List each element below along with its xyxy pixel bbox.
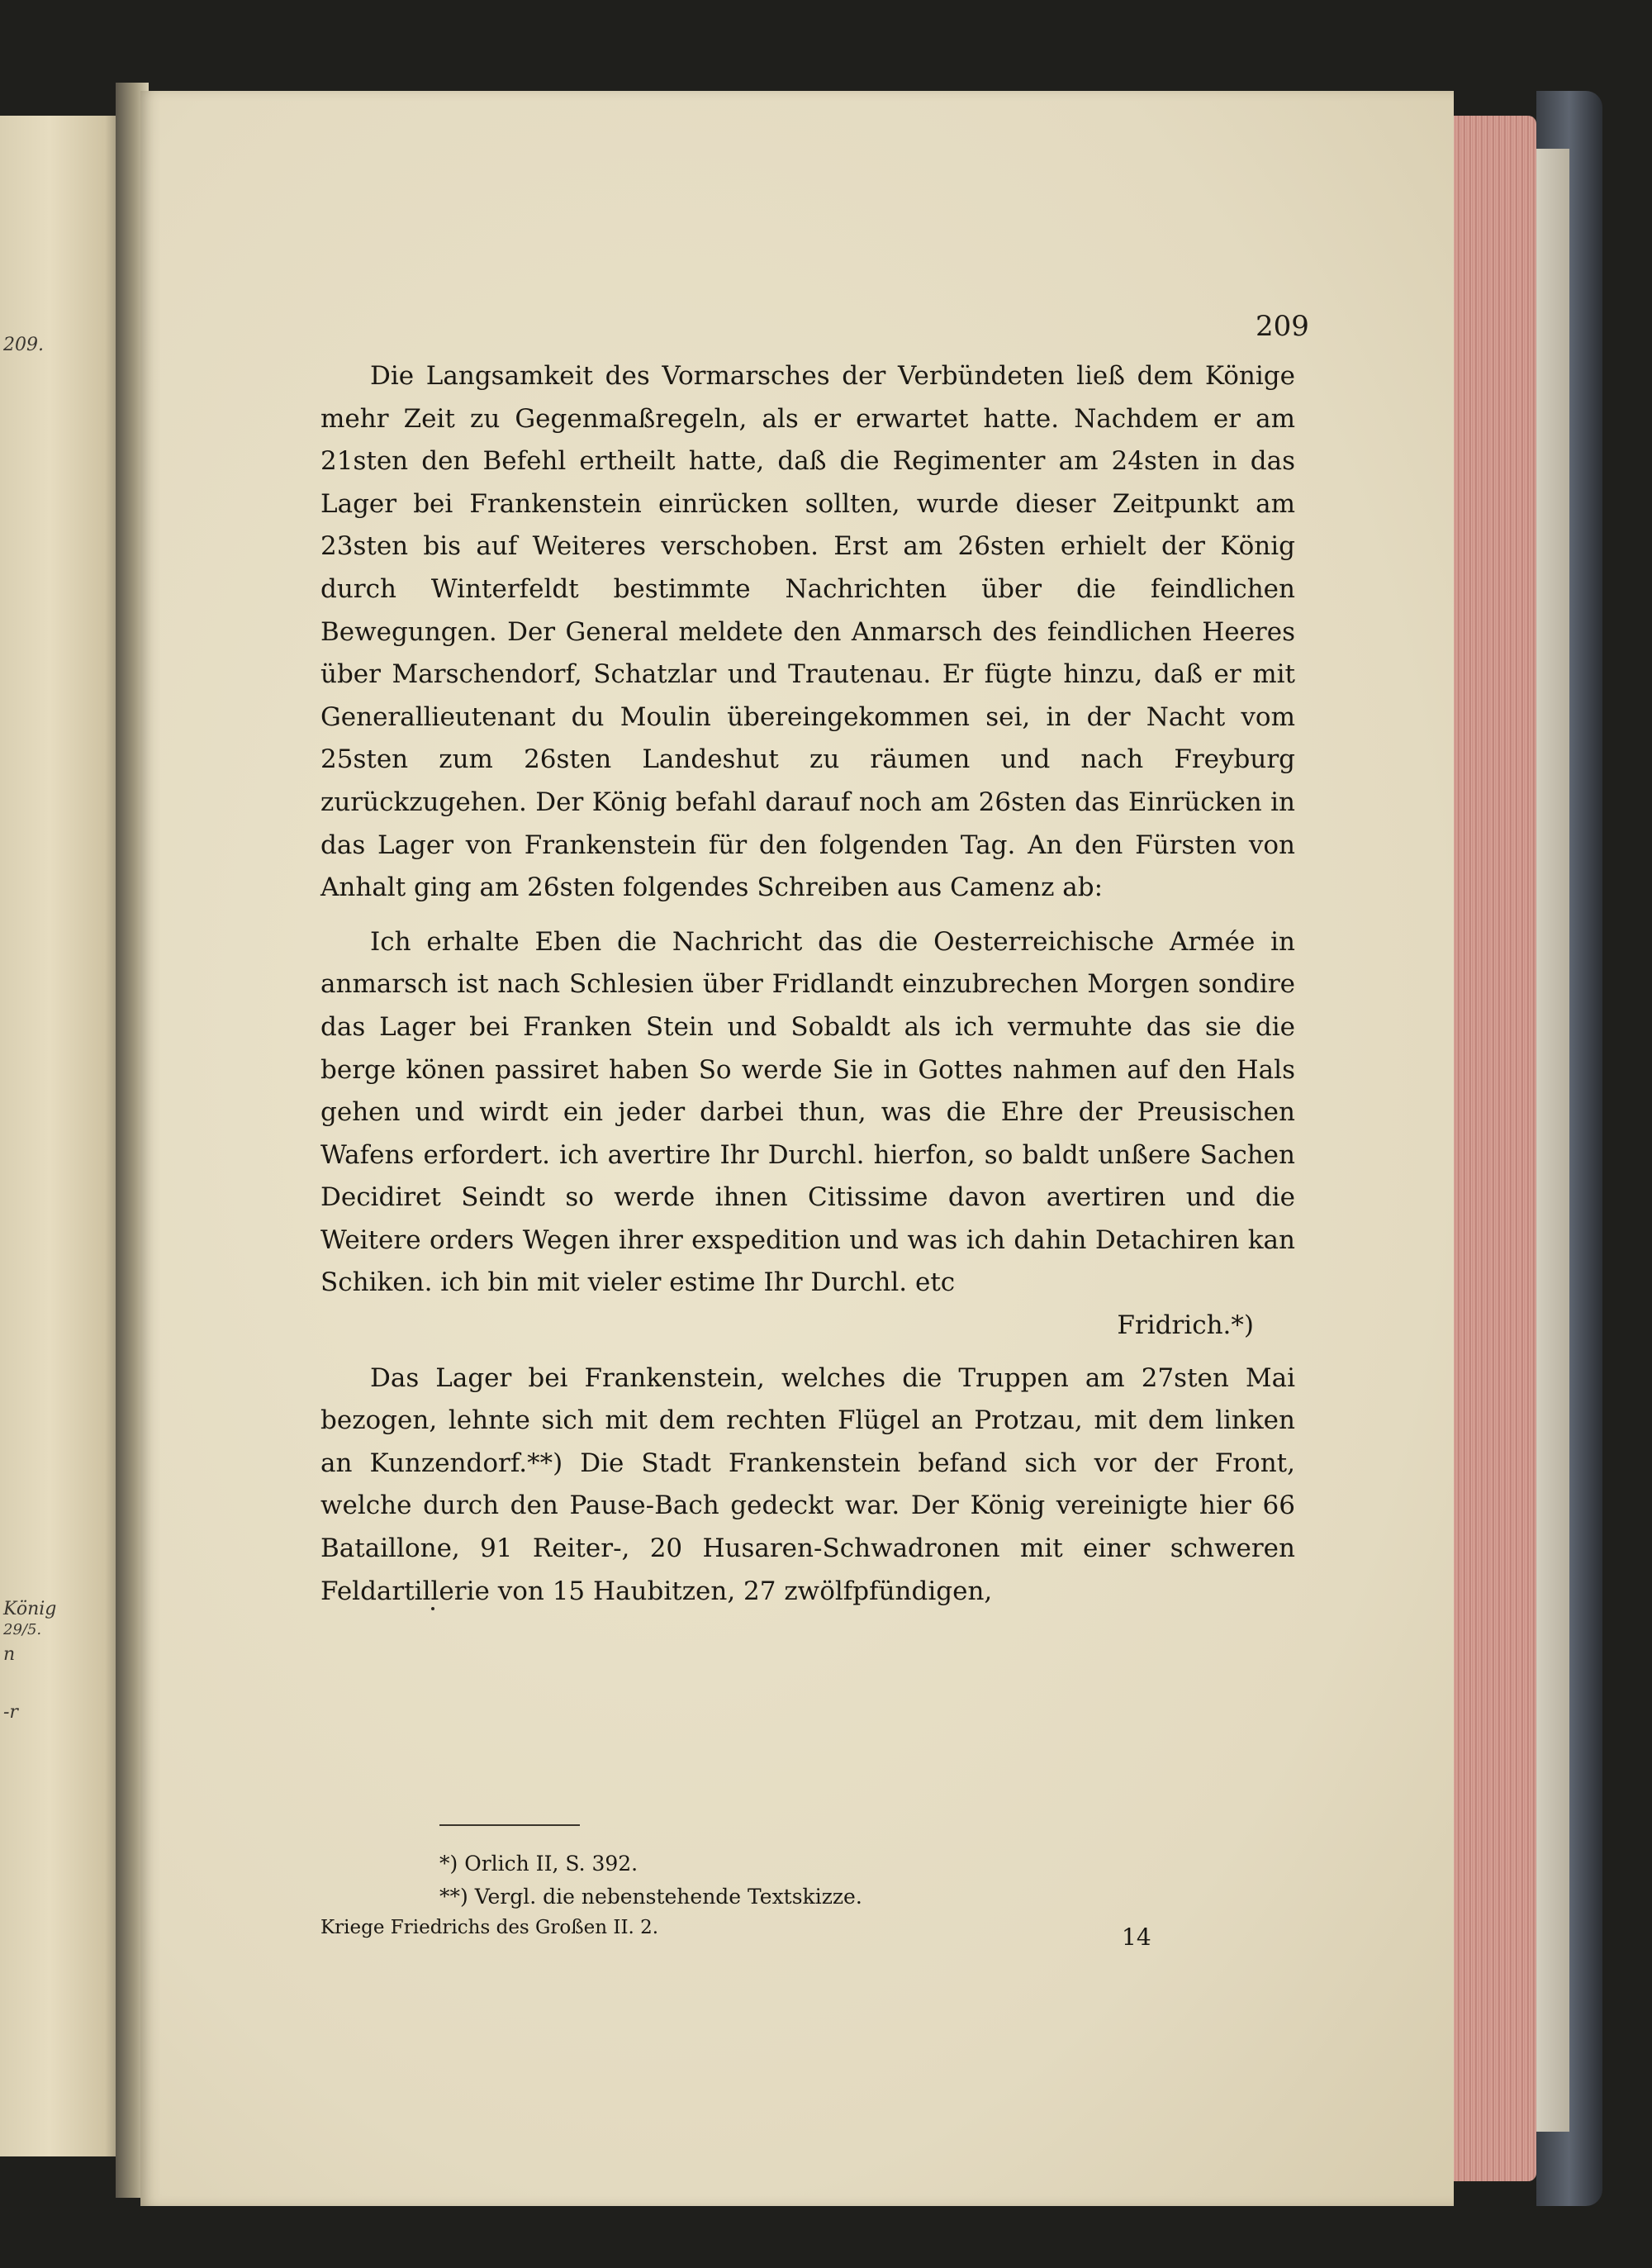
ink-mark [431, 1607, 434, 1610]
margin-note: n [3, 1644, 16, 1665]
letter-signature: Fridrich.*) [1117, 1310, 1254, 1341]
page-number: 209 [1256, 310, 1309, 343]
sheet-number: 14 [1122, 1923, 1151, 1951]
previous-page-edge [0, 116, 124, 2156]
paragraph: Das Lager bei Frankenstein, welches die Truppen am 27sten Mai bezogen, lehnte sich mit dem rechten Flügel an Protzau, mit dem linken an Kunzendorf.**) Die Stadt Frankenstein befand sich vor der Front, welche durch den Pause-Bach gedeckt war. Der König vereinigte hier 66 Bataillone, 91 Reiter-, 20 Husaren-Schwadronen mit einer schweren Feldartillerie von 15 Haubitzen, 27 zwölfpfündigen, [320, 1362, 1295, 1606]
margin-note: König [3, 1599, 57, 1619]
footnotes [439, 1847, 862, 1914]
paragraph: Die Langsamkeit des Vormarsches der Verbündeten ließ dem Könige mehr Zeit zu Gegenmaßregeln, als er erwartet hatte. Nachdem er am 21sten den Befehl ertheilt hatte, daß die Regimenter am 24sten in das Lager bei Frankenstein einrücken sollten, wurde dieser Zeitpunkt am 23sten bis auf Weiteres verschoben. Erst am 26sten erhielt der König durch Winterfeldt bestimmte Nachrichten über die feindlichen Bewegungen. Der General meldete den Anmarsch des feindlichen Heeres über Marschendorf, Schatzlar und Trautenau. Er fügte hinzu, daß er mit Generallieutenant du Moulin übereingekommen sei, in der Nacht vom 25sten zum 26sten Landeshut zu räumen und nach Freyburg zurückzugehen. Der König befahl darauf noch am 26sten das Einrücken in das Lager von Frankenstein für den folgenden Tag. An den Fürsten von Anhalt ging am 26sten folgendes Schreiben aus Camenz ab: [320, 361, 1295, 903]
footnote-rule [439, 1824, 580, 1826]
book-page [140, 91, 1454, 2206]
quoted-letter: Ich erhalte Eben die Nachricht das die Oesterreichische Armée in anmarsch ist nach Schlesien über Fridlandt einzubrechen Morgen sondire das Lager bei Franken Stein und Sobaldt als ich vermuhte das sie die berge könen passiret haben So werde Sie in Gottes nahmen auf den Hals gehen und wirdt ein jeder darbei thun, was die Ehre der Preusischen Wafens erfordert. ich avertire Ihr Durchl. hierfon, so baldt unßere Sachen Decidiret Seindt so werde ihnen Citissime davon avertiren und die Weitere orders Wegen ihrer exspedition und was ich dahin Detachiren kan Schiken. ich bin mit vieler estime Ihr Durchl. etc [320, 926, 1295, 1298]
margin-note: 209. [3, 335, 44, 355]
margin-note: -r [3, 1702, 18, 1723]
sheet-signature: Kriege Friedrichs des Großen II. 2. [320, 1917, 659, 1938]
footnote: **) Vergl. die nebenstehende Textskizze. [439, 1885, 862, 1909]
footnote: *) Orlich II, S. 392. [439, 1852, 638, 1876]
margin-note: 29/5. [3, 1621, 42, 1638]
page-body [320, 355, 1295, 1613]
